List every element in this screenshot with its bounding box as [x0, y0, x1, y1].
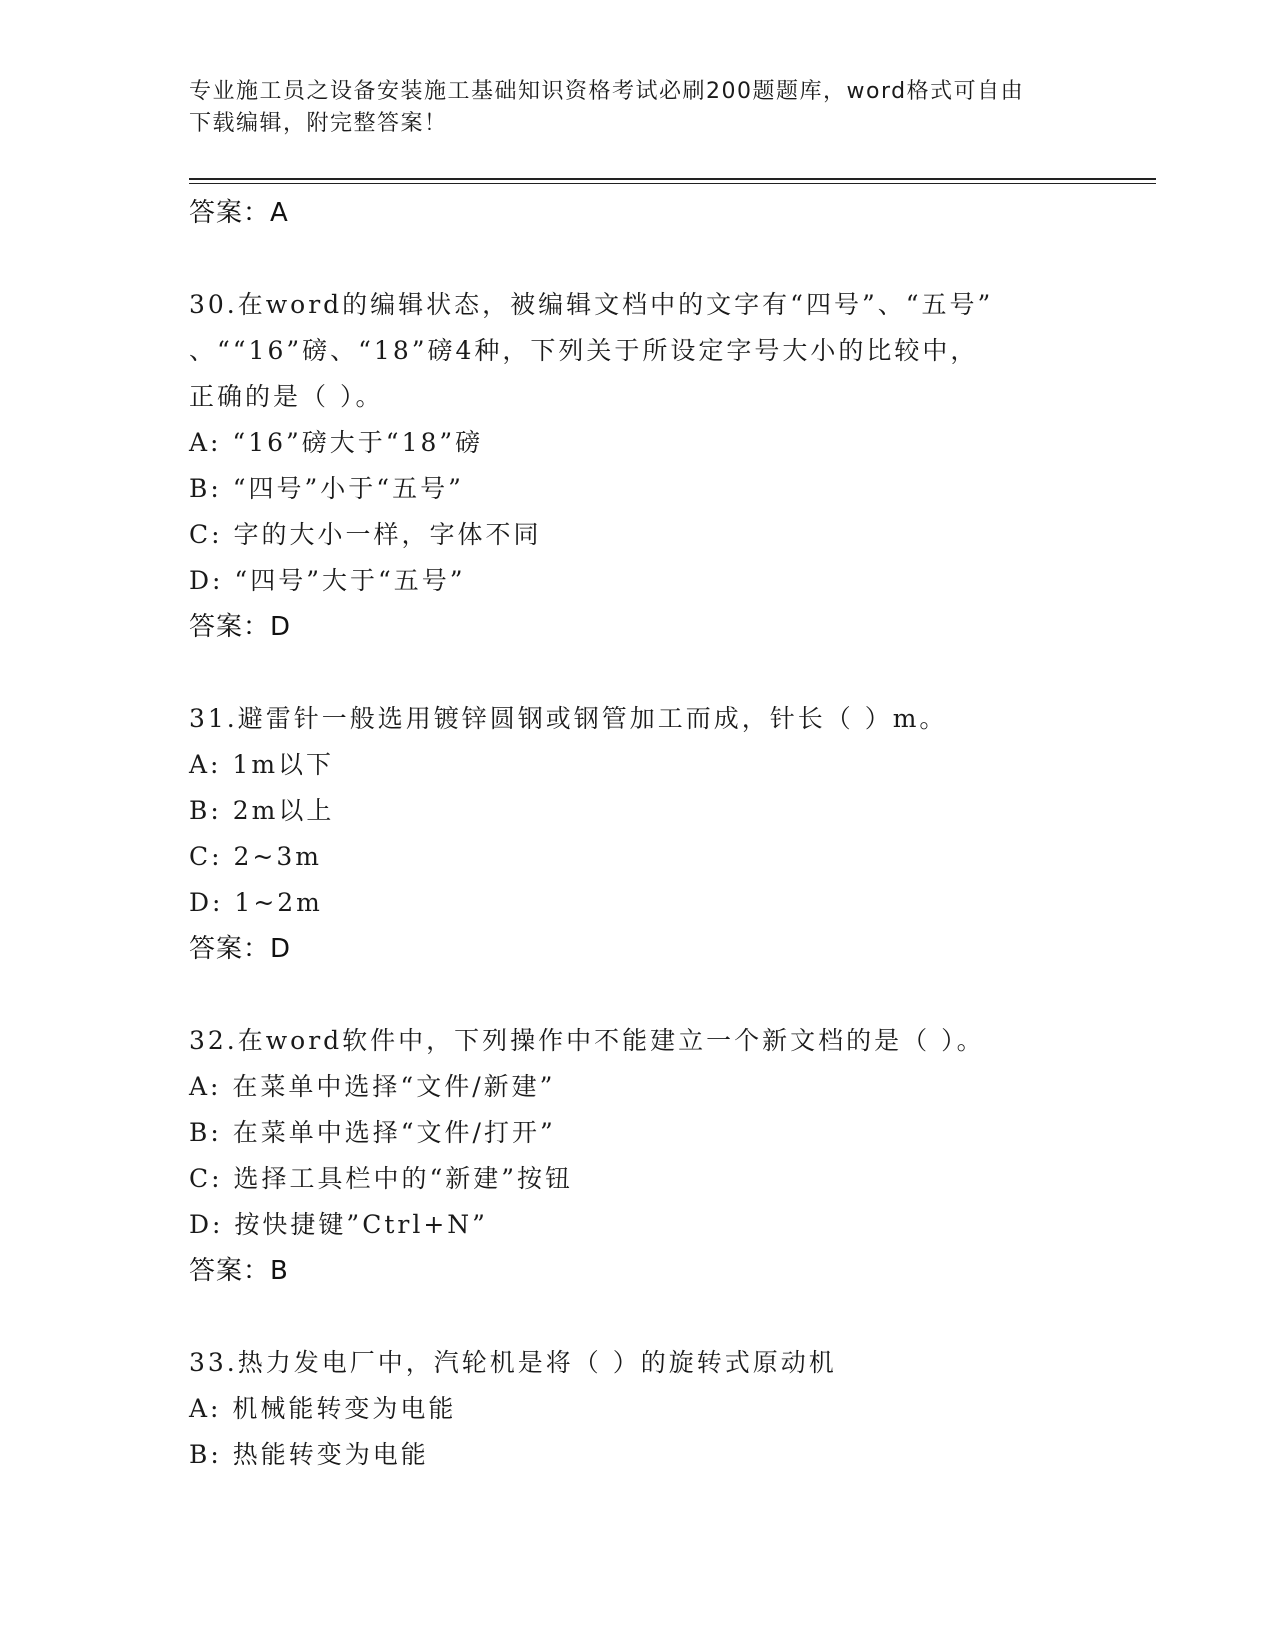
header-rule-thick: [189, 178, 1156, 180]
option-b: B: 2m以上: [189, 796, 335, 825]
question-text: 30.在word的编辑状态，被编辑文档中的文字有“四号”、“五号”: [189, 290, 994, 319]
answer-line: 答案：D: [189, 934, 292, 964]
option-a: A: “16”磅大于“18”磅: [189, 428, 484, 457]
option-b: B: 热能转变为电能: [189, 1440, 429, 1469]
spacer: [189, 650, 1139, 696]
answer-line: 答案：A: [189, 198, 289, 228]
question-block: [189, 696, 1139, 972]
spacer: [189, 972, 1139, 1018]
question-block: [189, 1340, 1139, 1478]
answer-line: 答案：D: [189, 612, 292, 642]
option-d: D: “四号”大于“五号”: [189, 566, 466, 595]
question-block: [189, 1018, 1139, 1294]
header-line-2: 下载编辑，附完整答案！: [189, 111, 448, 136]
option-b: B: 在菜单中选择“文件/打开”: [189, 1118, 556, 1147]
option-a: A: 1m以下: [189, 750, 335, 779]
option-a: A: 在菜单中选择“文件/新建”: [189, 1072, 556, 1101]
question-block: [189, 282, 1139, 650]
answer-line: 答案：B: [189, 1256, 289, 1286]
spacer: [189, 1294, 1139, 1340]
option-d: D: 1~2m: [189, 888, 323, 917]
spacer: [189, 236, 1139, 282]
header-rule-thin: [189, 183, 1156, 184]
option-a: A: 机械能转变为电能: [189, 1394, 457, 1423]
document-header: [189, 76, 1069, 140]
question-text: 32.在word软件中，下列操作中不能建立一个新文档的是（ ）。: [189, 1026, 985, 1055]
option-c: C: 2~3m: [189, 842, 322, 871]
option-d: D: 按快捷键”Ctrl+N”: [189, 1210, 488, 1239]
question-text: 33.热力发电厂中，汽轮机是将（ ）的旋转式原动机: [189, 1348, 837, 1377]
document-body: [189, 190, 1139, 1478]
option-b: B: “四号”小于“五号”: [189, 474, 464, 503]
question-text: 、““16”磅、“18”磅4种，下列关于所设定字号大小的比较中，: [189, 336, 979, 365]
question-text: 31.避雷针一般选用镀锌圆钢或钢管加工而成，针长（ ）m。: [189, 704, 948, 733]
option-c: C: 字的大小一样，字体不同: [189, 520, 542, 549]
option-c: C: 选择工具栏中的“新建”按钮: [189, 1164, 574, 1193]
question-text: 正确的是（ ）。: [189, 382, 384, 411]
header-line-1: 专业施工员之设备安装施工基础知识资格考试必刷200题题库，word格式可自由: [189, 79, 1025, 104]
